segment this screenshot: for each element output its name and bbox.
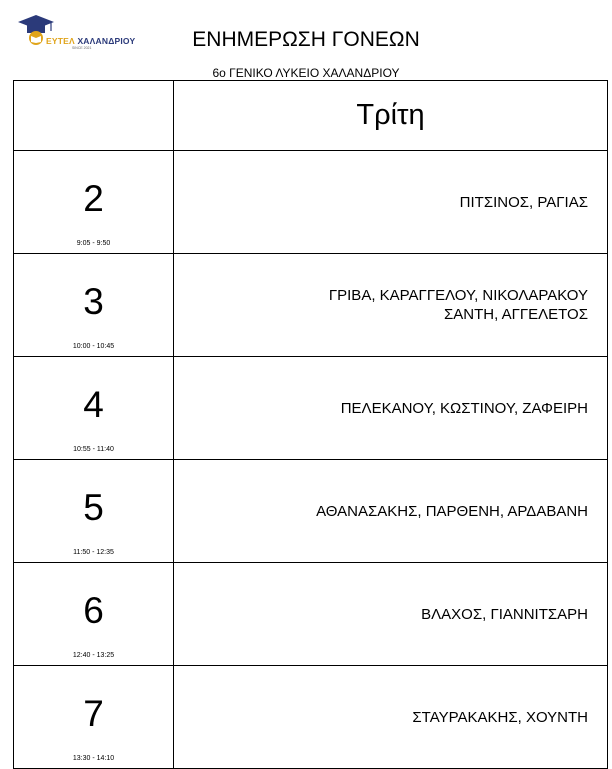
period-time: 13:30 - 14:10 xyxy=(72,755,115,762)
logo-name: ΧΑΛΑΝΔΡΙΟΥ xyxy=(77,36,136,46)
period-cell xyxy=(14,151,174,254)
period-time: 12:40 - 13:25 xyxy=(72,652,115,659)
period-number: 2 xyxy=(83,178,104,219)
teachers-cell xyxy=(174,563,608,666)
period-time: 11:50 - 12:35 xyxy=(73,549,114,556)
teachers-cell xyxy=(174,357,608,460)
teachers-cell xyxy=(174,151,608,254)
table-row xyxy=(14,563,608,666)
teachers-line: ΒΛΑΧΟΣ, ΓΙΑΝΝΙΤΣΑΡΗ xyxy=(421,605,588,623)
logo-prefix: ΕΥΤΕΛ xyxy=(46,36,75,46)
school-name: 6ο ΓΕΝΙΚΟ ΛΥΚΕΙΟ ΧΑΛΑΝΔΡΙΟΥ xyxy=(212,66,400,80)
period-cell xyxy=(14,357,174,460)
period-number: 4 xyxy=(83,384,104,425)
period-cell xyxy=(14,460,174,563)
table-row xyxy=(14,254,608,357)
teachers-line: ΣΑΝΤΗ, ΑΓΓΕΛΕΤΟΣ xyxy=(443,306,588,323)
logo-since: SINCE 2021 xyxy=(72,46,92,50)
period-time: 10:55 - 11:40 xyxy=(73,446,114,453)
period-cell xyxy=(14,563,174,666)
period-number: 7 xyxy=(83,693,104,734)
teachers-cell xyxy=(174,254,608,357)
teachers-line: ΓΡΙΒΑ, ΚΑΡΑΓΓΕΛΟΥ, ΝΙΚΟΛΑΡΑΚΟΥ xyxy=(328,287,588,304)
period-cell xyxy=(14,666,174,769)
period-number: 3 xyxy=(83,281,104,322)
table-row xyxy=(14,357,608,460)
teachers-line: ΠΕΛΕΚΑΝΟΥ, ΚΩΣΤΙΝΟΥ, ΖΑΦΕΙΡΗ xyxy=(340,399,588,417)
teachers-cell xyxy=(174,460,608,563)
period-number: 5 xyxy=(83,487,104,528)
schedule-table xyxy=(13,80,608,769)
teachers-cell xyxy=(174,666,608,769)
period-time: 10:00 - 10:45 xyxy=(72,343,115,350)
page-title: ΕΝΗΜΕΡΩΣΗ ΓΟΝΕΩΝ xyxy=(192,28,420,51)
period-time: 9:05 - 9:50 xyxy=(76,240,111,247)
table-row xyxy=(14,666,608,769)
day-header: Τρίτη xyxy=(174,81,608,151)
teachers-line: ΠΙΤΣΙΝΟΣ, ΡΑΓΙΑΣ xyxy=(459,193,588,211)
table-row xyxy=(14,151,608,254)
table-row xyxy=(14,460,608,563)
teachers-line: ΑΘΑΝΑΣΑΚΗΣ, ΠΑΡΘΕΝΗ, ΑΡΔΑΒΑΝΗ xyxy=(316,502,588,520)
period-cell xyxy=(14,254,174,357)
header-empty-cell xyxy=(14,81,174,151)
teachers-line: ΣΤΑΥΡΑΚΑΚΗΣ, ΧΟΥΝΤΗ xyxy=(412,708,588,726)
table-header-row xyxy=(14,81,608,151)
period-number: 6 xyxy=(83,590,104,631)
